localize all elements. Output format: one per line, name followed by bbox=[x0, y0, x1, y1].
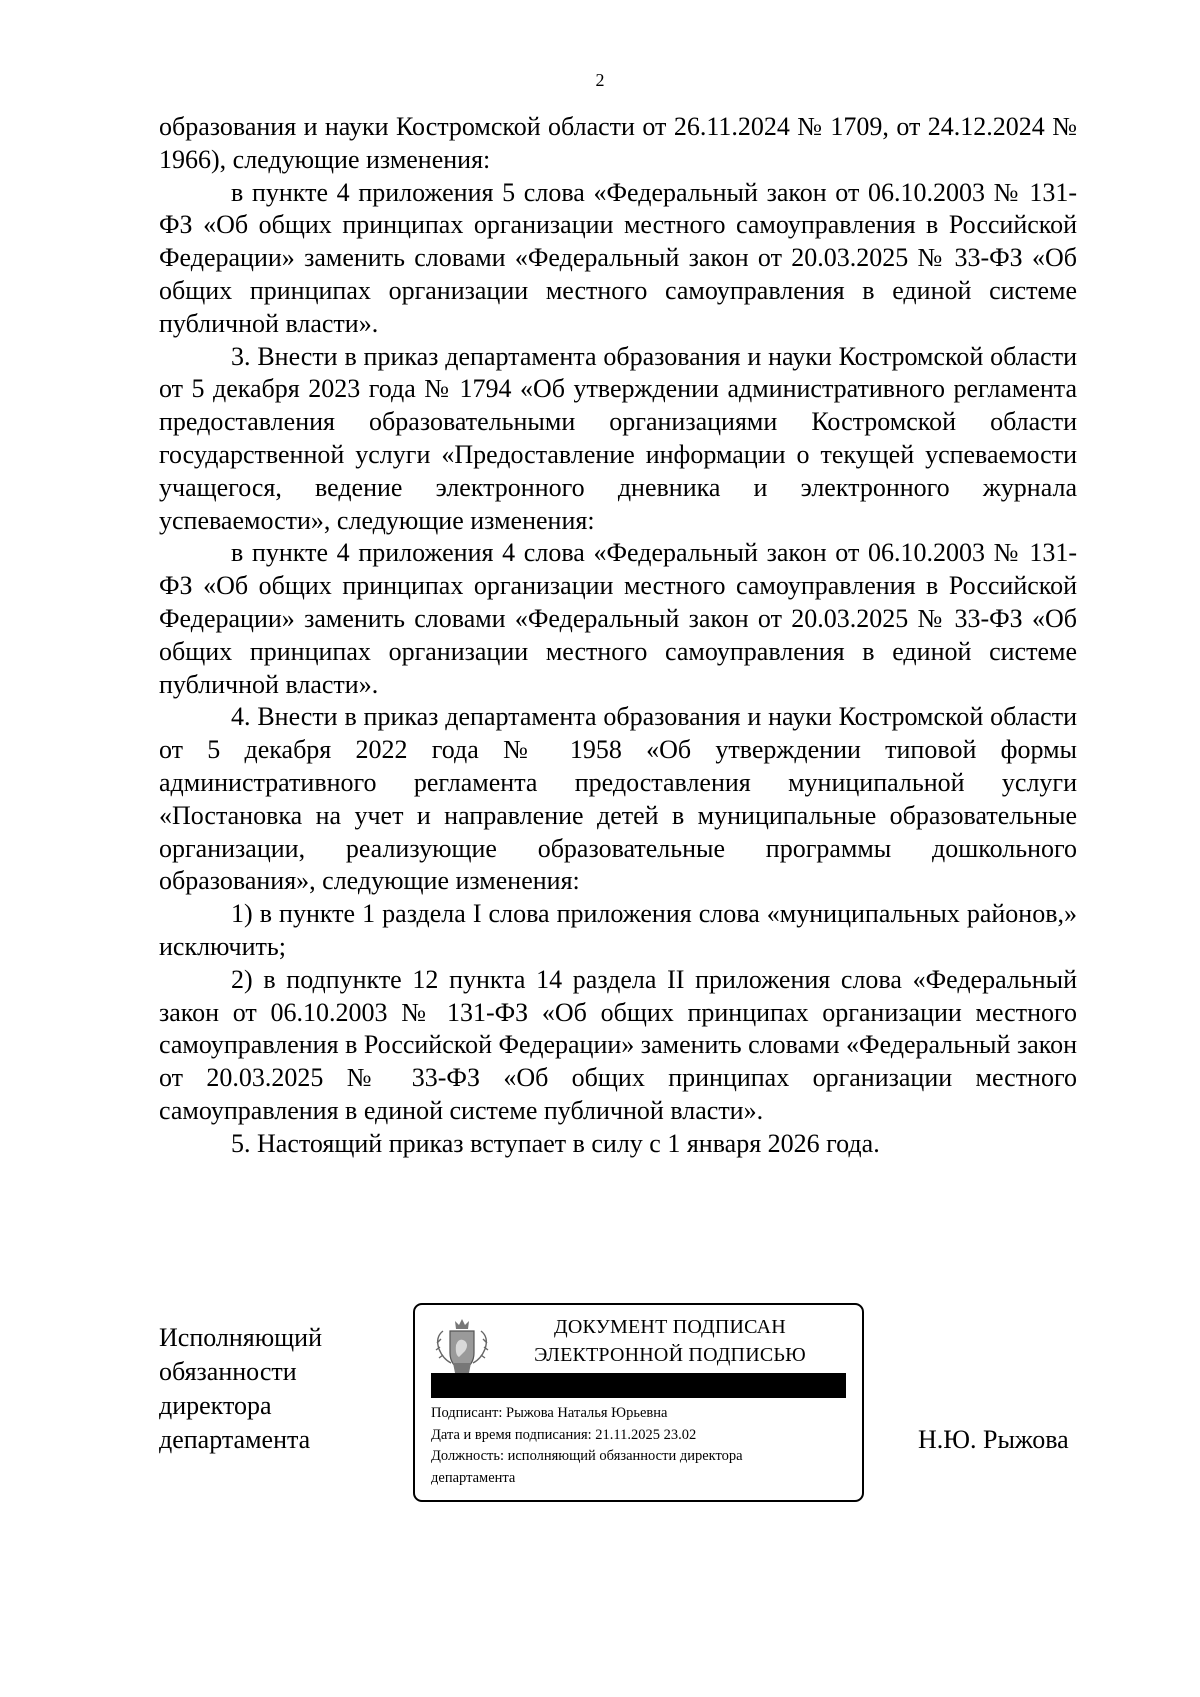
document-body bbox=[159, 111, 1077, 1161]
stamp-title-line: ДОКУМЕНТ ПОДПИСАН bbox=[554, 1316, 786, 1338]
paragraph: в пункте 4 приложения 4 слова «Федеральный закон от 06.10.2003 № 131-ФЗ «Об общих принципах организации местного самоуправления в Российской Федерации» заменить словами «Федеральный закон от 20.03.2025 № 33-ФЗ «Об общих принципах организации местного самоуправления в единой системе публичной власти». bbox=[159, 538, 1077, 699]
paragraph: в пункте 4 приложения 5 слова «Федеральный закон от 06.10.2003 № 131-ФЗ «Об общих принципах организации местного самоуправления в Российской Федерации» заменить словами «Федеральный закон от 20.03.2025 № 33-ФЗ «Об общих принципах организации местного самоуправления в единой системе публичной власти». bbox=[159, 177, 1077, 338]
signatory-position bbox=[159, 1321, 322, 1457]
signatory-name: Н.Ю. Рыжова bbox=[918, 1425, 1069, 1454]
certificate-redaction-bar bbox=[431, 1373, 846, 1398]
paragraph: 2) в подпункте 12 пункта 14 раздела II приложения слова «Федеральный закон от 06.10.2003 № 131-ФЗ «Об общих принципах организации местного самоуправления в Российской Федерации» заменить словами «Федеральный закон от 20.03.2025 № 33-ФЗ «Об общих принципах организации местного самоуправления в единой системе публичной власти». bbox=[159, 964, 1077, 1125]
paragraph: 1) в пункте 1 раздела I слова приложения слова «муниципальных районов,» исключить; bbox=[159, 899, 1077, 961]
stamp-position: Должность: исполняющий обязанности директора bbox=[431, 1448, 743, 1464]
page-number: 2 bbox=[595, 70, 605, 90]
stamp-details bbox=[431, 1403, 851, 1489]
paragraph: образования и науки Костромской области от 26.11.2024 № 1709, от 24.12.2024 № 1966), следующие изменения: bbox=[159, 112, 1077, 174]
stamp-title-line: ЭЛЕКТРОННОЙ ПОДПИСЬЮ bbox=[534, 1344, 806, 1366]
stamp-position: департамента bbox=[431, 1469, 516, 1486]
signatory-position-line: обязанности bbox=[159, 1357, 297, 1386]
signatory-position-line: департамента bbox=[159, 1425, 311, 1454]
electronic-signature-stamp bbox=[413, 1303, 864, 1502]
stamp-signer: Подписант: Рыжова Наталья Юрьевна bbox=[431, 1405, 668, 1421]
signatory-position-line: Исполняющий bbox=[159, 1323, 323, 1352]
paragraph: 5. Настоящий приказ вступает в силу с 1 января 2026 года. bbox=[231, 1128, 880, 1158]
stamp-title bbox=[505, 1313, 835, 1369]
paragraph: 3. Внести в приказ департамента образования и науки Костромской области от 5 декабря 2023 года № 1794 «Об утверждении административного регламента предоставления образовательными организациями Костромской области государственной услуги «Предоставление информации о текущей успеваемости учащегося, ведение электронного дневника и электронного журнала успеваемости», следующие изменения: bbox=[159, 341, 1077, 535]
coat-of-arms-icon bbox=[431, 1315, 493, 1377]
paragraph: 4. Внести в приказ департамента образования и науки Костромской области от 5 декабря 2022 года № 1958 «Об утверждении типовой формы административного регламента предоставления муниципальной услуги «Постановка на учет и направление детей в муниципальные образовательные организации, реализующие образовательные программы дошкольного образования», следующие изменения: bbox=[159, 702, 1077, 896]
stamp-datetime: Дата и время подписания: 21.11.2025 23.02 bbox=[431, 1426, 697, 1443]
signatory-position-line: директора bbox=[159, 1391, 272, 1420]
